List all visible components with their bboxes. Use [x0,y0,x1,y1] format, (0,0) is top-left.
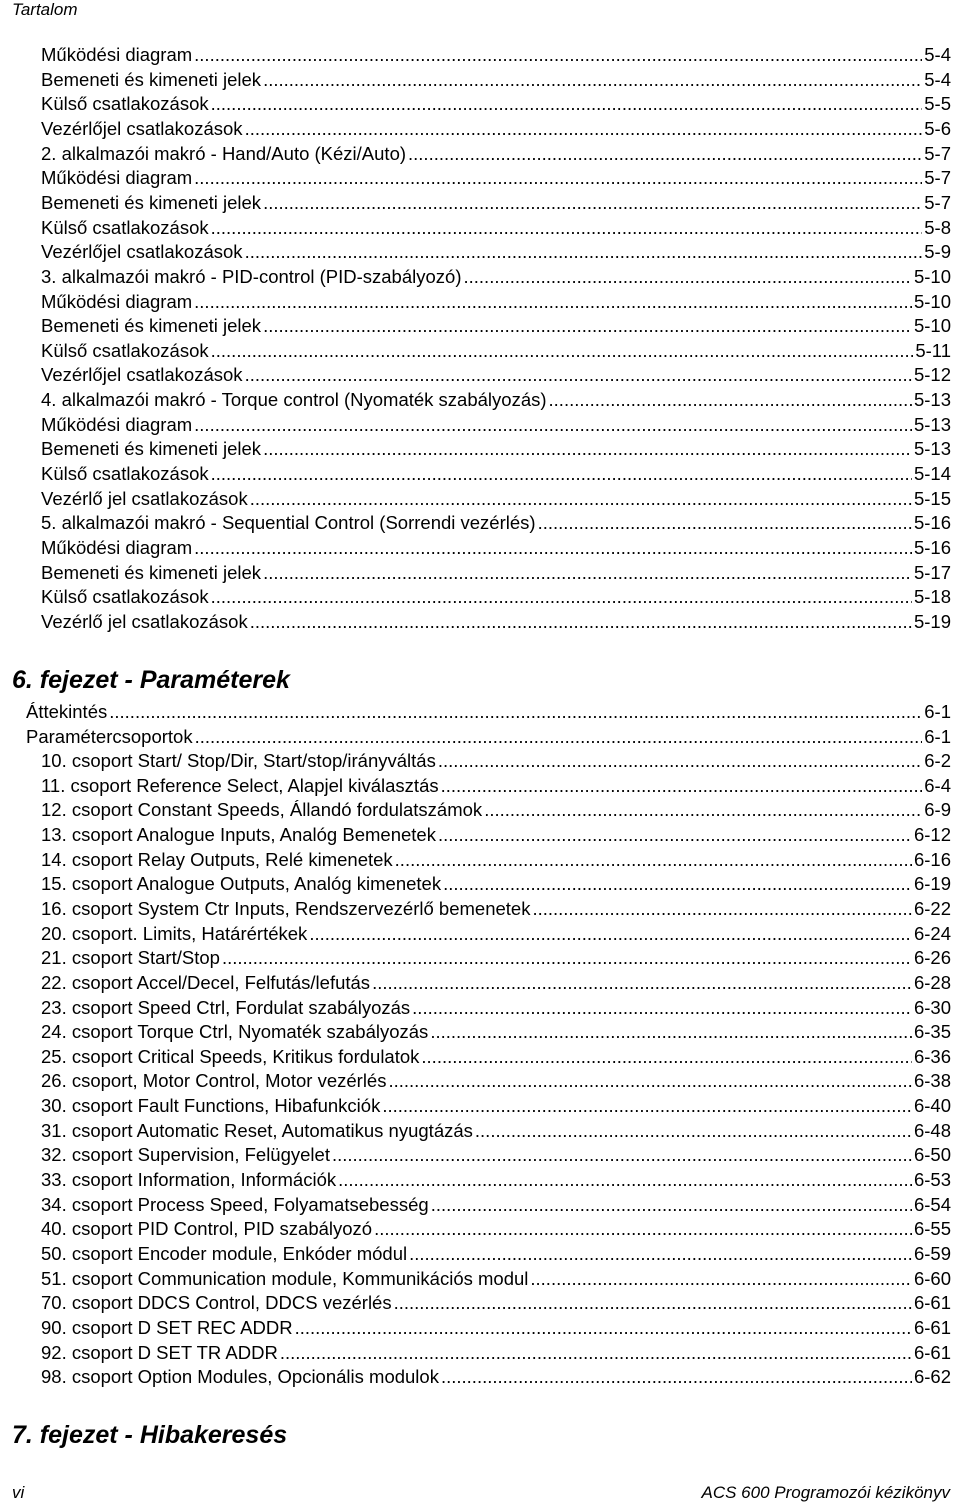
toc-entry[interactable] [41,240,951,265]
toc-leader-dots [263,561,912,586]
toc-entry-page: 6-53 [913,1169,951,1191]
chapter-7-heading: 7. fejezet - Hibakeresés [12,1421,288,1449]
toc-entry-title: 33. csoport Information, Információk [41,1169,337,1191]
toc-entry[interactable] [41,561,951,586]
toc-entry-page: 6-26 [913,947,951,969]
toc-leader-dots [263,68,922,93]
toc-entry[interactable] [41,1291,951,1316]
toc-entry-page: 6-30 [913,996,951,1018]
toc-entry-page: 6-55 [913,1218,951,1240]
toc-entry-title: Működési diagram [41,167,193,189]
toc-entry[interactable] [41,996,951,1021]
toc-entry-title: Külső csatlakozások [41,93,209,115]
toc-entry[interactable] [41,848,951,873]
toc-entry-page: 5-4 [924,68,951,90]
toc-entry[interactable] [41,1193,951,1218]
toc-entry-page: 5-5 [924,93,951,115]
toc-leader-dots [263,191,922,216]
page-number: vi [12,1483,25,1502]
toc-entry[interactable] [41,363,951,388]
running-header: Tartalom [12,0,78,19]
toc-leader-dots [194,413,912,438]
toc-leader-dots [430,1020,912,1045]
toc-entry[interactable] [41,487,951,512]
toc-leader-dots [475,1119,912,1144]
toc-leader-dots [431,1193,912,1218]
toc-entry[interactable] [41,265,951,290]
toc-leader-dots [250,610,912,635]
toc-entry-title: 5. alkalmazói makró - Sequential Control (Sorrendi vezérlés) [41,512,536,534]
toc-leader-dots [464,265,912,290]
toc-entry-title: 22. csoport Accel/Decel, Felfutás/lefutás [41,971,371,993]
toc-leader-dots [195,725,923,750]
toc-leader-dots [409,1242,912,1267]
toc-entry-title: 14. csoport Relay Outputs, Relé kimenetek [41,848,393,870]
toc-entry-page: 5-18 [913,586,951,608]
toc-entry-title: Külső csatlakozások [41,463,209,485]
toc-entry-title: 3. alkalmazói makró - PID-control (PID-szabályozó) [41,265,462,287]
toc-entry-page: 5-17 [913,561,951,583]
toc-entry[interactable] [41,897,951,922]
toc-entry-page: 6-28 [913,971,951,993]
toc-leader-dots [211,462,912,487]
toc-entry-title: 24. csoport Torque Ctrl, Nyomaték szabályozás [41,1021,429,1043]
toc-entry[interactable] [41,1267,951,1292]
toc-entry-title: 98. csoport Option Modules, Opcionális modulok [41,1366,439,1388]
toc-entry-page: 5-15 [913,487,951,509]
toc-entry[interactable] [41,823,951,848]
toc-entry[interactable] [41,798,951,823]
toc-entry-title: 15. csoport Analogue Outputs, Analóg kimenetek [41,873,442,895]
toc-leader-dots [443,872,912,897]
toc-entry-title: Külső csatlakozások [41,586,209,608]
toc-entry-page: 6-16 [913,848,951,870]
toc-entry[interactable] [41,413,951,438]
toc-entry-page: 6-50 [913,1144,951,1166]
toc-entry[interactable] [41,388,951,413]
toc-leader-dots [250,487,912,512]
toc-entry-page: 6-62 [913,1366,951,1388]
toc-entry-title: 90. csoport D SET REC ADDR [41,1316,293,1338]
toc-leader-dots [538,511,912,536]
toc-entry-page: 5-7 [924,191,951,213]
toc-entry-page: 6-24 [913,922,951,944]
toc-entry-title: 10. csoport Start/ Stop/Dir, Start/stop/irányváltás [41,750,436,771]
toc-leader-dots [263,437,912,462]
toc-entry-title: Vezérlőjel csatlakozások [41,117,243,139]
toc-entry-page: 6-48 [913,1119,951,1141]
toc-entry-page: 6-60 [913,1267,951,1289]
toc-leader-dots [194,536,912,561]
toc-entry-title: Bemeneti és kimeneti jelek [41,438,262,460]
toc-entry[interactable] [41,290,951,315]
toc-entry[interactable] [41,1069,951,1094]
toc-entry[interactable] [41,1365,951,1390]
toc-entry[interactable] [41,92,951,117]
toc-leader-dots [372,971,912,996]
toc-entry[interactable] [41,1341,951,1366]
toc-entry-page: 5-10 [913,265,951,287]
toc-entry[interactable] [26,725,951,750]
toc-leader-dots [245,240,923,265]
toc-entry-page: 5-9 [924,241,951,263]
toc-entry[interactable] [41,43,951,68]
toc-entry-title: Bemeneti és kimeneti jelek [41,315,262,337]
toc-entry-page: 5-10 [913,315,951,337]
toc-entry[interactable] [41,68,951,93]
toc-entry-title: Működési diagram [41,44,193,65]
toc-entry[interactable] [41,142,951,167]
toc-entry-title: Bemeneti és kimeneti jelek [41,191,262,213]
toc-entry-title: 32. csoport Supervision, Felügyelet [41,1144,330,1166]
toc-entry-page: 5-16 [913,537,951,558]
toc-entry-page: 6-1 [924,725,951,747]
toc-entry[interactable] [41,191,951,216]
toc-leader-dots [211,216,923,241]
toc-leader-dots [222,946,912,971]
toc-leader-dots [263,314,912,339]
toc-entry[interactable] [41,749,951,774]
toc-entry-title: Vezérlőjel csatlakozások [41,241,243,263]
toc-leader-dots [194,43,922,68]
toc-entry[interactable] [41,946,951,971]
toc-entry-title: 4. alkalmazói makró - Torque control (Nyomaték szabályozás) [41,389,547,411]
toc-leader-dots [309,922,912,947]
toc-entry-title: Bemeneti és kimeneti jelek [41,561,262,583]
toc-entry[interactable] [41,314,951,339]
toc-entry-page: 6-35 [913,1021,951,1043]
toc-entry-title: Áttekintés [26,701,108,722]
toc-leader-dots [412,996,912,1021]
toc-entry[interactable] [41,922,951,947]
toc-entry-page: 5-6 [924,117,951,139]
toc-entry-page: 5-13 [913,413,951,435]
toc-leader-dots [109,700,922,725]
toc-entry[interactable] [41,1168,951,1193]
toc-entry-page: 6-4 [924,774,951,796]
toc-entry-title: Bemeneti és kimeneti jelek [41,68,262,90]
toc-entry[interactable] [41,971,951,996]
toc-entry[interactable] [41,1316,951,1341]
toc-entry-page: 6-1 [924,701,951,722]
toc-entry-page: 5-7 [924,142,951,164]
toc-leader-dots [441,774,923,799]
chapter-6-heading: 6. fejezet - Paraméterek [12,666,290,694]
toc-leader-dots [394,1291,912,1316]
toc-entry-title: 25. csoport Critical Speeds, Kritikus fordulatok [41,1045,420,1067]
toc-leader-dots [530,1267,912,1292]
toc-leader-dots [421,1045,912,1070]
toc-entry-title: 34. csoport Process Speed, Folyamatsebesség [41,1193,429,1215]
toc-entry-title: 50. csoport Encoder module, Enkóder módul [41,1243,408,1264]
toc-entry[interactable] [41,1020,951,1045]
toc-entry[interactable] [41,1143,951,1168]
toc-entry[interactable] [41,216,951,241]
toc-entry-title: Paramétercsoportok [26,725,193,747]
toc-entry-title: 70. csoport DDCS Control, DDCS vezérlés [41,1292,392,1314]
toc-entry[interactable] [41,1217,951,1242]
toc-entry-title: Működési diagram [41,413,193,435]
toc-entry-page: 6-22 [913,897,951,919]
toc-entry-title: 21. csoport Start/Stop [41,947,220,969]
toc-entry-title: Működési diagram [41,290,193,312]
toc-leader-dots [441,1365,912,1390]
toc-entry-title: 16. csoport System Ctr Inputs, Rendszervezérlő bemenetek [41,897,531,919]
toc-entry-title: 92. csoport D SET TR ADDR [41,1341,278,1363]
toc-entry-page: 6-61 [913,1316,951,1338]
toc-entry[interactable] [41,462,951,487]
toc-leader-dots [549,388,912,413]
toc-leader-dots [374,1217,912,1242]
toc-entry[interactable] [41,1242,951,1267]
toc-entry-title: 26. csoport, Motor Control, Motor vezérlés [41,1070,387,1092]
toc-entry-title: 2. alkalmazói makró - Hand/Auto (Kézi/Auto) [41,142,407,164]
toc-entry-title: 20. csoport. Limits, Határértékek [41,922,308,944]
toc-entry[interactable] [41,511,951,536]
toc-leader-dots [194,166,922,191]
toc-entry[interactable] [41,437,951,462]
toc-entry-page: 5-13 [913,389,951,411]
toc-entry-title: 40. csoport PID Control, PID szabályozó [41,1218,373,1240]
toc-leader-dots [194,290,912,315]
toc-entry-page: 6-61 [913,1292,951,1314]
toc-entry[interactable] [41,1045,951,1070]
toc-entry-page: 6-36 [913,1045,951,1067]
toc-entry-title: Vezérlőjel csatlakozások [41,364,243,386]
toc-entry-title: 23. csoport Speed Ctrl, Fordulat szabályozás [41,996,411,1018]
toc-entry[interactable] [41,1094,951,1119]
toc-leader-dots [211,339,914,364]
toc-leader-dots [332,1143,912,1168]
toc-leader-dots [484,798,922,823]
toc-entry-page: 6-38 [913,1070,951,1092]
toc-entry-page: 6-59 [913,1243,951,1264]
toc-entry-page: 5-10 [913,290,951,312]
toc-entry-page: 5-13 [913,438,951,460]
toc-entry-page: 5-19 [913,610,951,632]
toc-leader-dots [388,1069,912,1094]
toc-entry-page: 5-14 [913,463,951,485]
toc-entry-title: Külső csatlakozások [41,216,209,238]
toc-entry-page: 5-7 [924,167,951,189]
toc-entry-page: 6-12 [913,823,951,845]
toc-entry-title: Külső csatlakozások [41,339,209,361]
toc-entry[interactable] [41,774,951,799]
toc-leader-dots [408,142,922,167]
toc-entry-title: 51. csoport Communication module, Kommunikációs modul [41,1267,529,1289]
toc-entry[interactable] [41,536,951,561]
toc-entry-title: Vezérlő jel csatlakozások [41,487,248,509]
toc-entry[interactable] [41,339,951,364]
toc-entry[interactable] [41,117,951,142]
toc-entry[interactable] [41,1119,951,1144]
toc-entry-page: 5-16 [913,512,951,534]
toc-entry-title: 11. csoport Reference Select, Alapjel kiválasztás [41,774,439,796]
manual-title: ACS 600 Programozói kézikönyv [701,1483,950,1502]
toc-entry[interactable] [41,166,951,191]
toc-leader-dots [438,749,922,774]
toc-entry[interactable] [41,585,951,610]
toc-leader-dots [245,363,912,388]
toc-entry-title: 13. csoport Analogue Inputs, Analóg Bemenetek [41,823,436,845]
toc-leader-dots [532,897,912,922]
toc-entry-page: 6-19 [913,873,951,895]
toc-entry[interactable] [41,610,951,635]
toc-entry-page: 5-11 [915,339,951,361]
toc-entry[interactable] [26,700,951,725]
toc-leader-dots [245,117,923,142]
toc-entry-title: 30. csoport Fault Functions, Hibafunkciók [41,1095,381,1117]
toc-entry-page: 5-12 [913,364,951,386]
toc-entry-title: Működési diagram [41,537,193,558]
toc-entry-title: 31. csoport Automatic Reset, Automatikus nyugtázás [41,1119,473,1141]
toc-leader-dots [382,1094,912,1119]
toc-entry-title: Vezérlő jel csatlakozások [41,610,248,632]
toc-entry-page: 6-2 [924,750,951,771]
toc-entry-page: 6-61 [913,1341,951,1363]
toc-leader-dots [438,823,912,848]
toc-entry-page: 6-54 [913,1193,951,1215]
toc-leader-dots [338,1168,912,1193]
toc-entry-page: 5-4 [924,44,951,65]
toc-leader-dots [211,585,912,610]
toc-leader-dots [295,1316,912,1341]
toc-leader-dots [211,92,923,117]
toc-entry-title: 12. csoport Constant Speeds, Állandó fordulatszámok [41,799,483,821]
toc-entry-page: 5-8 [924,216,951,238]
toc-leader-dots [395,848,912,873]
toc-leader-dots [280,1341,912,1366]
toc-entry-page: 6-40 [913,1095,951,1117]
toc-entry[interactable] [41,872,951,897]
toc-entry-page: 6-9 [924,799,951,821]
